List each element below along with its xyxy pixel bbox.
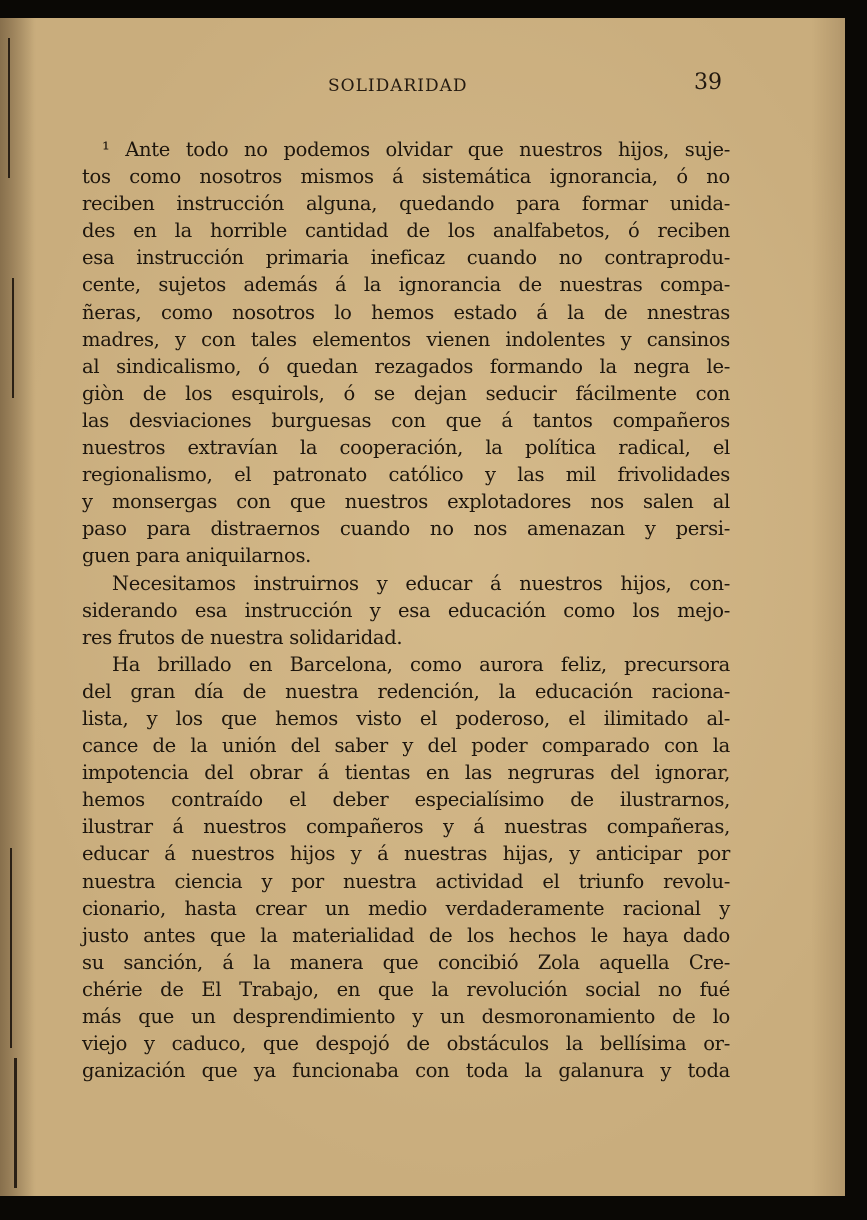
running-title: SOLIDARIDAD [328,76,468,96]
text-line: y monsergas con que nuestros explotadores nos salen al [82,490,730,514]
text-line: al sindicalismo, ó quedan rezagados formando la negra le- [82,354,730,378]
text-line: nuestros extravían la cooperación, la política radical, el [82,436,730,460]
text-line: ganización que ya funcionaba con toda la galanura y toda [82,1059,730,1083]
text-line: ¹ Ante todo no podemos olvidar que nuestros hijos, suje- [102,138,730,161]
text-line: cente, sujetos además á la ignorancia de nuestras compa- [82,273,730,297]
page-header [80,70,730,102]
body-text [82,136,730,1084]
text-line: des en la horrible cantidad de los analfabetos, ó reciben [82,219,730,243]
text-line: chérie de El Trabajo, en que la revolución social no fué [82,977,730,1001]
text-line: siderando esa instrucción y esa educación como los mejo- [82,598,730,622]
text-line: cance de la unión del saber y del poder comparado con la [82,734,730,758]
text-line: ñeras, como nosotros lo hemos estado á la de nnestras [82,300,730,324]
text-line: justo antes que la materialidad de los hechos le haya dado [82,923,730,947]
text-line: impotencia del obrar á tientas en las negruras del ignorar, [82,761,730,785]
binding-thread-mark [12,278,14,398]
text-line: educar á nuestros hijos y á nuestras hijas, y anticipar por [82,842,730,866]
text-line: hemos contraído el deber especialísimo de ilustrarnos, [82,788,730,812]
text-line: reciben instrucción alguna, quedando para formar unida- [82,192,730,216]
text-line: guen para aniquilarnos. [82,544,312,568]
binding-thread-mark [14,1058,17,1188]
text-line: regionalismo, el patronato católico y las mil frivolidades [82,463,730,487]
text-line: cionario, hasta crear un medio verdaderamente racional y [82,896,730,920]
text-line: res frutos de nuestra solidaridad. [82,625,403,649]
text-line: viejo y caduco, que despojó de obstáculos la bellísima or- [82,1032,730,1056]
text-line: nuestra ciencia y por nuestra actividad el triunfo revolu- [82,869,730,893]
page-gutter-shadow [0,18,36,1196]
text-line: lista, y los que hemos visto el poderoso, el ilimitado al- [82,706,730,730]
text-line: tos como nosotros mismos á sistemática ignorancia, ó no [82,165,730,189]
binding-thread-mark [8,38,10,178]
text-line: del gran día de nuestra redención, la educación raciona- [82,679,730,703]
text-line: paso para distraernos cuando no nos amenazan y persi- [82,517,730,541]
text-line: Ha brillado en Barcelona, como aurora feliz, precursora [112,652,730,676]
text-line: su sanción, á la manera que concibió Zola aquella Cre- [82,950,730,974]
text-line: giòn de los esquirols, ó se dejan seducir fácilmente con [82,381,730,405]
book-page [0,18,845,1196]
text-line: esa instrucción primaria ineficaz cuando no contraprodu- [82,246,730,270]
text-line: madres, y con tales elementos vienen indolentes y cansinos [82,327,730,351]
text-line: más que un desprendimiento y un desmoronamiento de lo [82,1005,730,1028]
text-line: Necesitamos instruirnos y educar á nuestros hijos, con- [112,571,730,595]
binding-thread-mark [10,848,12,1048]
page-number: 39 [694,70,722,95]
text-line: las desviaciones burguesas con que á tantos compañeros [82,408,730,432]
text-line: ilustrar á nuestros compañeros y á nuestras compañeras, [82,815,730,839]
